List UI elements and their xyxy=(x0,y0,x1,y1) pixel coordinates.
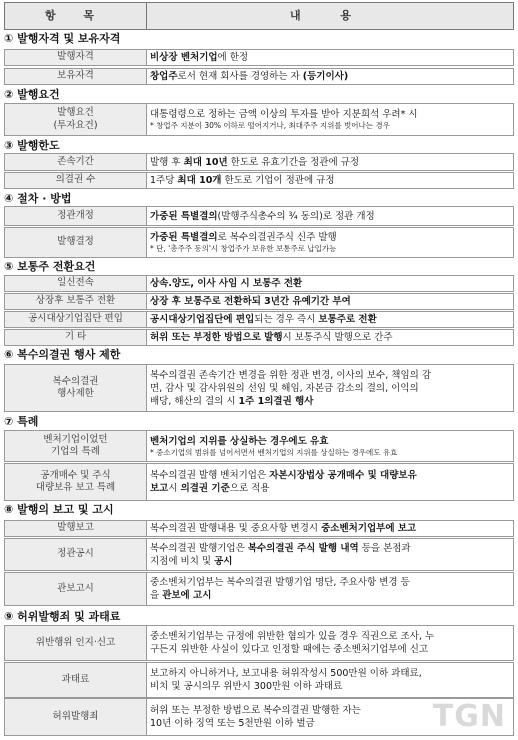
row-label xyxy=(5,521,147,536)
row-label xyxy=(5,431,147,461)
emphasis-text: 보통주로 전환 xyxy=(318,314,377,325)
content-text: 배당, 해산의 결의 시 xyxy=(150,395,239,407)
content-text: 면, 감사 및 감사위원의 선임 및 해임, 자본금 감소의 결의, 이익의 xyxy=(150,382,419,394)
table-row xyxy=(4,430,514,462)
table-row xyxy=(4,520,514,537)
table-row xyxy=(4,463,514,501)
content-text: 로서 현재 회사를 경영하는 자 xyxy=(177,71,303,82)
row-label-line: 관보고시 xyxy=(57,582,94,594)
row-content xyxy=(150,465,511,499)
row-label-line: (투자요건) xyxy=(53,119,98,131)
row-label xyxy=(5,330,147,345)
row-label-line: 의결권 수 xyxy=(55,174,96,186)
content-text: 등을 본점과 xyxy=(358,542,411,554)
content-line xyxy=(150,174,511,187)
content-line xyxy=(150,395,511,408)
table-row xyxy=(4,103,514,136)
emphasis-text: 최대 10년 xyxy=(183,156,228,168)
table-row xyxy=(4,311,514,328)
row-content xyxy=(150,331,511,344)
emphasis-text: 벤처기업의 지위를 상실하는 경우에도 유효 xyxy=(150,435,329,447)
row-label xyxy=(5,626,147,660)
content-line xyxy=(150,313,511,326)
section-title: ④ 절차 · 방법 xyxy=(4,190,514,208)
content-text: 지점에 비치 및 xyxy=(150,555,215,567)
row-content xyxy=(150,366,511,410)
row-content xyxy=(150,51,511,64)
section-title: ③ 발행한도 xyxy=(4,137,514,155)
emphasis-text: 중소벤처기업부에 보고 xyxy=(321,523,417,534)
content-line xyxy=(150,589,511,602)
row-label-line: 과태료 xyxy=(61,673,90,685)
emphasis-text: 상속.양도, 이사 사임 시 보통주 전환 xyxy=(150,278,303,289)
emphasis-text: 상장 후 보통주로 전환하되 3년간 유예기간 부여 xyxy=(150,296,351,307)
emphasis-text: 가중된 특별결의 xyxy=(150,210,218,222)
content-text: 되는 경우 즉시 xyxy=(254,314,319,325)
content-line xyxy=(150,277,511,290)
content-text: 시 보통주식 발행으로 간주 xyxy=(282,332,393,343)
row-label xyxy=(5,573,147,605)
row-content xyxy=(150,277,511,290)
content-line xyxy=(150,643,511,656)
table-row xyxy=(4,364,514,412)
row-label-line: 공시대상기업집단 편입 xyxy=(28,313,123,325)
table-header xyxy=(4,2,514,30)
row-content xyxy=(150,208,511,224)
row-label xyxy=(5,154,147,170)
row-label-line: 발행보고 xyxy=(57,522,94,534)
row-label xyxy=(5,365,147,411)
row-content xyxy=(150,627,511,659)
content-line xyxy=(150,630,511,643)
emphasis-text: 비상장 벤처기업 xyxy=(150,52,218,63)
row-content xyxy=(150,295,511,308)
content-text: 으로 적용 xyxy=(229,483,270,494)
row-label xyxy=(5,50,147,65)
row-label-line: 대량보유 보고 특례 xyxy=(35,482,116,493)
content-text: 1주당 xyxy=(150,175,178,186)
content-text: 중소벤처기업부는 복수의결권 발행기업 명단, 주요사항 변경 등 xyxy=(150,577,410,588)
content-line xyxy=(150,382,511,395)
content-text: (발행주식총수의 ¾ 동의)로 정관 개정 xyxy=(217,210,375,222)
table-row xyxy=(4,293,514,310)
table-row xyxy=(4,49,514,66)
table-row xyxy=(4,329,514,346)
row-label xyxy=(5,276,147,291)
section-title: ② 발행요건 xyxy=(4,86,514,104)
content-line xyxy=(150,295,511,308)
table-row xyxy=(4,206,514,226)
table-row xyxy=(4,153,514,171)
content-line xyxy=(150,522,511,535)
row-label-line: 벤처기업이었던 xyxy=(43,433,108,445)
section-title: ① 발행자격 및 보유자격 xyxy=(4,30,514,48)
section-title: ⑧ 발행의 보고 및 고시 xyxy=(4,501,514,519)
content-text: 복수의결권 존속기간 변경을 위한 정관 변경, 이사의 보수, 책임의 감 xyxy=(150,369,431,381)
emphasis-text: 공시 xyxy=(214,555,233,567)
table-row xyxy=(4,572,514,606)
emphasis-text: 자본시장법상 공개매수 및 대량보유 xyxy=(269,470,417,481)
content-line xyxy=(150,555,511,568)
row-label-line: 행사제한 xyxy=(57,388,94,399)
section-title: ⑦ 특례 xyxy=(4,413,514,431)
table-row xyxy=(4,662,514,698)
row-label xyxy=(5,464,147,500)
row-label xyxy=(5,699,147,735)
content-text: 보고하지 아니하거나, 보고내용 허위작성시 500만원 이하 과태료, xyxy=(150,668,422,679)
emphasis-text: 창업주 xyxy=(150,71,178,82)
header-content: 내 용 xyxy=(289,9,370,22)
content-line xyxy=(150,667,511,680)
row-content xyxy=(150,522,511,535)
footnote: * 중소기업의 범위를 넘어서면서 벤처기업의 지위를 상실하는 경우에도 유효 xyxy=(150,447,398,457)
content-text: 10년 이하 징역 또는 5천만원 이하 벌금 xyxy=(150,718,315,729)
content-text: 구든지 위반한 사실이 있다고 인정할 때에는 중소벤처기업부에 신고 xyxy=(150,644,429,655)
row-label-line: 위반행위 인지·신고 xyxy=(35,636,116,648)
content-text: 대통령령으로 정하는 금액 이상의 투자를 받아 지분희석 우려* 시 xyxy=(150,109,418,120)
content-line xyxy=(150,231,511,244)
table-row xyxy=(4,538,514,571)
table-row xyxy=(4,625,514,661)
row-label xyxy=(5,294,147,309)
emphasis-text: 의결권 기준 xyxy=(180,483,230,494)
content-line xyxy=(150,469,511,482)
emphasis-text: 복수의결권 주식 발행 내역 xyxy=(247,542,359,554)
emphasis-text: 공시대상기업집단에 편입 xyxy=(150,314,255,325)
content-line xyxy=(150,482,511,495)
row-label-line: 발행자격 xyxy=(57,51,94,63)
content-line xyxy=(150,680,511,693)
section-title: ⑥ 복수의결권 행사 제한 xyxy=(4,346,514,364)
content-text: 허위 또는 부정한 방법으로 복수의결권 발행한 자는 xyxy=(150,705,361,716)
row-label-line: 정관공시 xyxy=(57,548,94,560)
content-text: 한도로 유효기간을 정관에 규정 xyxy=(227,156,360,168)
row-content xyxy=(150,574,511,604)
table-row xyxy=(4,68,514,85)
row-label-line: 공개매수 및 주식 xyxy=(40,469,111,481)
row-content xyxy=(150,155,511,169)
emphasis-text: 보고 xyxy=(150,483,169,494)
row-label-line: 정관개정 xyxy=(57,209,94,221)
content-text: 로 복수의결권주식 신주 발행 xyxy=(217,232,337,243)
row-content xyxy=(150,174,511,187)
row-label xyxy=(5,663,147,697)
content-text: 복수의결권 발행내용 및 중요사항 변경시 xyxy=(150,523,322,534)
content-text: 발행 후 xyxy=(150,156,184,168)
emphasis-text: 1주 1의결권 행사 xyxy=(238,395,314,407)
row-content xyxy=(150,540,511,569)
content-text: 비치 및 공시의무 위반시 300만원 이하 과태료 xyxy=(150,681,343,692)
row-label-line: 발행요건 xyxy=(57,107,94,119)
content-line xyxy=(150,331,511,344)
content-line xyxy=(150,156,511,169)
row-content xyxy=(150,229,511,256)
content-line xyxy=(150,70,511,83)
content-line xyxy=(150,435,511,448)
content-text: 한도로 기업이 정관에 규정 xyxy=(221,175,335,186)
row-label-line: 발행결정 xyxy=(57,236,94,248)
row-label-line: 허위발행죄 xyxy=(52,710,99,722)
row-content xyxy=(150,313,511,326)
section-title: ⑤ 보통주 전환요건 xyxy=(4,258,514,276)
emphasis-text: 관보에 고시 xyxy=(162,590,212,601)
table-row xyxy=(4,275,514,292)
content-text: 복수의결권 발행기업은 xyxy=(150,542,248,554)
content-line xyxy=(150,576,511,589)
row-label-line: 상장후 보통주 전환 xyxy=(35,295,116,307)
row-content xyxy=(150,70,511,83)
content-line xyxy=(150,369,511,382)
emphasis-text: 허위 또는 부정한 방법으로 발행 xyxy=(150,332,283,343)
row-label xyxy=(5,228,147,257)
row-label-line: 보유자격 xyxy=(57,70,94,82)
footnote: * 단, '총주주 동의'시 창업주가 보유한 보통주로 납입가능 xyxy=(150,244,337,253)
row-content xyxy=(150,664,511,696)
row-label xyxy=(5,539,147,570)
row-content xyxy=(150,105,511,134)
row-content xyxy=(150,432,511,460)
table-row xyxy=(4,227,514,258)
content-text: 시 xyxy=(168,483,181,494)
content-line xyxy=(150,210,511,223)
content-text: 을 xyxy=(150,590,163,601)
row-label-line: 복수의결권 xyxy=(52,375,99,387)
content-text: 복수의결권 발행 벤처기업은 xyxy=(150,470,270,481)
row-label xyxy=(5,69,147,84)
content-line xyxy=(150,108,511,121)
emphasis-text: 가중된 특별결의 xyxy=(150,232,218,243)
emphasis-text: 최대 10개 xyxy=(177,175,222,186)
content-line xyxy=(150,542,511,555)
section-title: ⑨ 허위발행죄 및 과태료 xyxy=(4,608,514,626)
row-label xyxy=(5,173,147,188)
content-text: 에 한정 xyxy=(217,52,249,63)
row-label xyxy=(5,312,147,327)
row-label-line: 존속기간 xyxy=(57,155,94,167)
row-label-line: 기업의 특례 xyxy=(51,446,100,457)
row-label xyxy=(5,104,147,135)
footnote: * 창업주 지분이 30% 이하로 떨어지거나, 최대주주 지위를 벗어나는 경우 xyxy=(150,121,390,130)
row-label-line: 일신전속 xyxy=(57,277,94,289)
table-row xyxy=(4,172,514,189)
emphasis-text: (등기이사) xyxy=(302,71,349,82)
content-line xyxy=(150,51,511,64)
content-text: 중소벤처기업부는 규정에 위반한 혐의가 있을 경우 직권으로 조사, 누 xyxy=(150,631,435,642)
watermark-logo: TGN xyxy=(432,699,506,734)
row-label xyxy=(5,207,147,225)
row-label-line: 기 타 xyxy=(64,331,87,343)
header-item: 항 목 xyxy=(5,3,147,29)
